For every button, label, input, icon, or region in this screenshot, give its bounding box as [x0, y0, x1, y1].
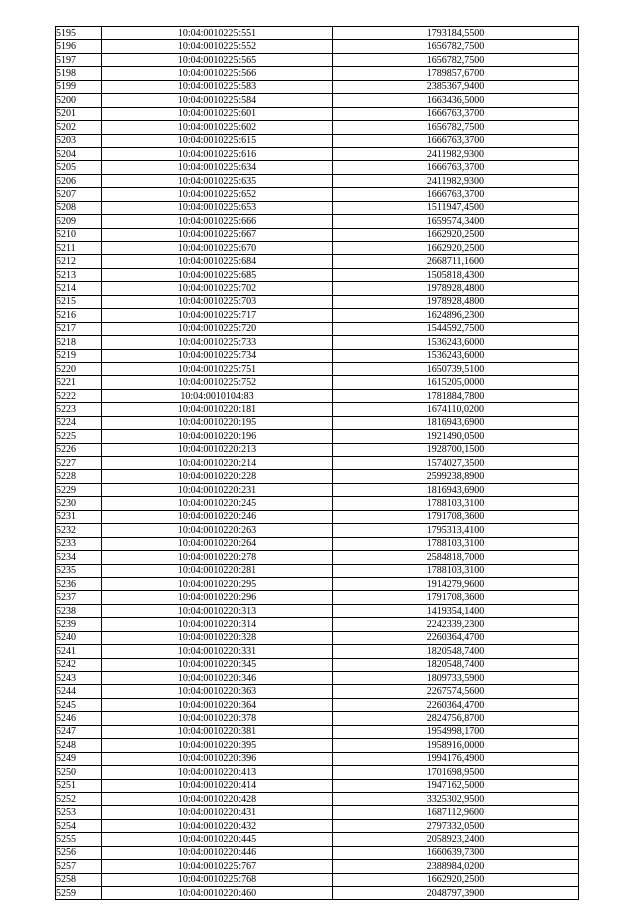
table-row	[56, 121, 579, 134]
cadastral-value-table	[55, 26, 579, 900]
cadastral-value-cell: 2242339,2300	[333, 618, 579, 631]
cadastral-number-cell: 10:04:0010225:768	[102, 873, 333, 886]
cadastral-value-cell: 1791708,3600	[333, 591, 579, 604]
cadastral-number-cell: 10:04:0010220:381	[102, 725, 333, 738]
row-number-cell: 5243	[56, 672, 102, 685]
cadastral-value-cell: 1656782,7500	[333, 40, 579, 53]
cadastral-number-cell: 10:04:0010220:314	[102, 618, 333, 631]
table-row	[56, 215, 579, 228]
cadastral-value-cell: 1795313,4100	[333, 524, 579, 537]
table-row	[56, 457, 579, 470]
row-number-cell: 5247	[56, 725, 102, 738]
cadastral-value-cell: 1650739,5100	[333, 362, 579, 375]
cadastral-number-cell: 10:04:0010220:364	[102, 698, 333, 711]
cadastral-value-cell: 1788103,3100	[333, 497, 579, 510]
table-row	[56, 712, 579, 725]
cadastral-number-cell: 10:04:0010225:652	[102, 188, 333, 201]
cadastral-value-cell: 2388984,0200	[333, 860, 579, 873]
cadastral-value-cell: 1781884,7800	[333, 389, 579, 402]
row-number-cell: 5197	[56, 53, 102, 66]
table-row	[56, 591, 579, 604]
cadastral-number-cell: 10:04:0010225:717	[102, 309, 333, 322]
cadastral-number-cell: 10:04:0010220:363	[102, 685, 333, 698]
cadastral-number-cell: 10:04:0010225:667	[102, 228, 333, 241]
cadastral-number-cell: 10:04:0010220:313	[102, 604, 333, 617]
table-row	[56, 510, 579, 523]
row-number-cell: 5254	[56, 819, 102, 832]
cadastral-value-cell: 2411982,9300	[333, 147, 579, 160]
cadastral-number-cell: 10:04:0010225:602	[102, 121, 333, 134]
cadastral-number-cell: 10:04:0010225:616	[102, 147, 333, 160]
table-row	[56, 389, 579, 402]
row-number-cell: 5253	[56, 806, 102, 819]
table-row	[56, 766, 579, 779]
row-number-cell: 5200	[56, 94, 102, 107]
table-row	[56, 752, 579, 765]
cadastral-number-cell: 10:04:0010220:245	[102, 497, 333, 510]
cadastral-number-cell: 10:04:0010225:552	[102, 40, 333, 53]
row-number-cell: 5213	[56, 268, 102, 281]
table-row	[56, 524, 579, 537]
cadastral-value-cell: 2260364,4700	[333, 631, 579, 644]
row-number-cell: 5240	[56, 631, 102, 644]
cadastral-value-cell: 2267574,5600	[333, 685, 579, 698]
cadastral-value-cell: 3325302,9500	[333, 792, 579, 805]
cadastral-number-cell: 10:04:0010225:565	[102, 53, 333, 66]
cadastral-value-cell: 1978928,4800	[333, 282, 579, 295]
cadastral-value-cell: 1958916,0000	[333, 739, 579, 752]
table-row	[56, 430, 579, 443]
table-row	[56, 40, 579, 53]
row-number-cell: 5195	[56, 27, 102, 40]
row-number-cell: 5256	[56, 846, 102, 859]
cadastral-value-cell: 1674110,0200	[333, 403, 579, 416]
cadastral-number-cell: 10:04:0010220:295	[102, 577, 333, 590]
cadastral-value-cell: 1511947,4500	[333, 201, 579, 214]
table-row	[56, 887, 579, 900]
cadastral-value-cell: 1791708,3600	[333, 510, 579, 523]
table-row	[56, 483, 579, 496]
cadastral-number-cell: 10:04:0010220:431	[102, 806, 333, 819]
cadastral-value-cell: 1793184,5500	[333, 27, 579, 40]
table-row	[56, 672, 579, 685]
row-number-cell: 5216	[56, 309, 102, 322]
cadastral-value-cell: 2411982,9300	[333, 174, 579, 187]
cadastral-value-cell: 1928700,1500	[333, 443, 579, 456]
row-number-cell: 5234	[56, 551, 102, 564]
table-row	[56, 860, 579, 873]
cadastral-number-cell: 10:04:0010104:83	[102, 389, 333, 402]
table-row	[56, 255, 579, 268]
table-row	[56, 268, 579, 281]
cadastral-number-cell: 10:04:0010220:413	[102, 766, 333, 779]
table-row	[56, 725, 579, 738]
cadastral-value-cell: 1994176,4900	[333, 752, 579, 765]
cadastral-number-cell: 10:04:0010220:214	[102, 457, 333, 470]
row-number-cell: 5242	[56, 658, 102, 671]
table-row	[56, 242, 579, 255]
table-row	[56, 443, 579, 456]
row-number-cell: 5198	[56, 67, 102, 80]
row-number-cell: 5237	[56, 591, 102, 604]
table-row	[56, 806, 579, 819]
cadastral-number-cell: 10:04:0010225:703	[102, 295, 333, 308]
row-number-cell: 5245	[56, 698, 102, 711]
cadastral-number-cell: 10:04:0010220:446	[102, 846, 333, 859]
cadastral-value-cell: 1788103,3100	[333, 564, 579, 577]
row-number-cell: 5217	[56, 322, 102, 335]
cadastral-number-cell: 10:04:0010220:196	[102, 430, 333, 443]
row-number-cell: 5223	[56, 403, 102, 416]
cadastral-value-cell: 1662920,2500	[333, 242, 579, 255]
table-row	[56, 564, 579, 577]
cadastral-number-cell: 10:04:0010220:213	[102, 443, 333, 456]
cadastral-number-cell: 10:04:0010225:615	[102, 134, 333, 147]
row-number-cell: 5259	[56, 887, 102, 900]
row-number-cell: 5252	[56, 792, 102, 805]
row-number-cell: 5199	[56, 80, 102, 93]
cadastral-value-cell: 2599238,8900	[333, 470, 579, 483]
row-number-cell: 5232	[56, 524, 102, 537]
table-row	[56, 201, 579, 214]
table-row	[56, 53, 579, 66]
cadastral-value-cell: 1666763,3700	[333, 188, 579, 201]
table-row	[56, 349, 579, 362]
table-row	[56, 846, 579, 859]
cadastral-number-cell: 10:04:0010220:264	[102, 537, 333, 550]
cadastral-number-cell: 10:04:0010220:378	[102, 712, 333, 725]
row-number-cell: 5229	[56, 483, 102, 496]
row-number-cell: 5203	[56, 134, 102, 147]
row-number-cell: 5231	[56, 510, 102, 523]
row-number-cell: 5201	[56, 107, 102, 120]
cadastral-number-cell: 10:04:0010220:414	[102, 779, 333, 792]
table-row	[56, 94, 579, 107]
cadastral-number-cell: 10:04:0010225:767	[102, 860, 333, 873]
row-number-cell: 5202	[56, 121, 102, 134]
table-row	[56, 282, 579, 295]
table-row	[56, 551, 579, 564]
cadastral-number-cell: 10:04:0010225:734	[102, 349, 333, 362]
table-row	[56, 873, 579, 886]
cadastral-number-cell: 10:04:0010220:263	[102, 524, 333, 537]
cadastral-value-cell: 2048797,3900	[333, 887, 579, 900]
cadastral-number-cell: 10:04:0010225:751	[102, 362, 333, 375]
cadastral-number-cell: 10:04:0010225:583	[102, 80, 333, 93]
row-number-cell: 5214	[56, 282, 102, 295]
cadastral-number-cell: 10:04:0010220:346	[102, 672, 333, 685]
row-number-cell: 5258	[56, 873, 102, 886]
cadastral-value-cell: 1662920,2500	[333, 873, 579, 886]
table-row	[56, 80, 579, 93]
row-number-cell: 5248	[56, 739, 102, 752]
table-row	[56, 228, 579, 241]
table-row	[56, 322, 579, 335]
cadastral-value-cell: 1954998,1700	[333, 725, 579, 738]
cadastral-value-cell: 1947162,5000	[333, 779, 579, 792]
table-row	[56, 309, 579, 322]
cadastral-value-cell: 1666763,3700	[333, 161, 579, 174]
cadastral-value-cell: 1574027,3500	[333, 457, 579, 470]
row-number-cell: 5228	[56, 470, 102, 483]
cadastral-value-cell: 1666763,3700	[333, 134, 579, 147]
row-number-cell: 5246	[56, 712, 102, 725]
cadastral-number-cell: 10:04:0010220:281	[102, 564, 333, 577]
cadastral-value-cell: 2260364,4700	[333, 698, 579, 711]
cadastral-number-cell: 10:04:0010225:666	[102, 215, 333, 228]
cadastral-number-cell: 10:04:0010220:445	[102, 833, 333, 846]
cadastral-value-cell: 1921490,0500	[333, 430, 579, 443]
cadastral-value-cell: 1788103,3100	[333, 537, 579, 550]
table-row	[56, 631, 579, 644]
row-number-cell: 5207	[56, 188, 102, 201]
cadastral-value-cell: 1978928,4800	[333, 295, 579, 308]
cadastral-value-cell: 1809733,5900	[333, 672, 579, 685]
row-number-cell: 5212	[56, 255, 102, 268]
table-body	[56, 27, 579, 900]
cadastral-number-cell: 10:04:0010220:396	[102, 752, 333, 765]
cadastral-number-cell: 10:04:0010225:670	[102, 242, 333, 255]
cadastral-number-cell: 10:04:0010220:195	[102, 416, 333, 429]
cadastral-value-cell: 1656782,7500	[333, 121, 579, 134]
row-number-cell: 5219	[56, 349, 102, 362]
cadastral-number-cell: 10:04:0010225:551	[102, 27, 333, 40]
table-row	[56, 604, 579, 617]
cadastral-number-cell: 10:04:0010225:684	[102, 255, 333, 268]
row-number-cell: 5236	[56, 577, 102, 590]
table-row	[56, 497, 579, 510]
cadastral-value-cell: 1536243,6000	[333, 336, 579, 349]
row-number-cell: 5241	[56, 645, 102, 658]
cadastral-number-cell: 10:04:0010220:228	[102, 470, 333, 483]
row-number-cell: 5239	[56, 618, 102, 631]
row-number-cell: 5221	[56, 376, 102, 389]
row-number-cell: 5196	[56, 40, 102, 53]
table-row	[56, 416, 579, 429]
row-number-cell: 5204	[56, 147, 102, 160]
table-row	[56, 336, 579, 349]
table-row	[56, 376, 579, 389]
row-number-cell: 5218	[56, 336, 102, 349]
table-row	[56, 779, 579, 792]
cadastral-number-cell: 10:04:0010225:720	[102, 322, 333, 335]
table-row	[56, 739, 579, 752]
table-row	[56, 470, 579, 483]
cadastral-number-cell: 10:04:0010220:331	[102, 645, 333, 658]
table-row	[56, 403, 579, 416]
cadastral-number-cell: 10:04:0010225:635	[102, 174, 333, 187]
cadastral-number-cell: 10:04:0010225:733	[102, 336, 333, 349]
row-number-cell: 5255	[56, 833, 102, 846]
cadastral-value-cell: 2584818,7000	[333, 551, 579, 564]
table-row	[56, 645, 579, 658]
cadastral-value-cell: 1816943,6900	[333, 416, 579, 429]
cadastral-number-cell: 10:04:0010220:278	[102, 551, 333, 564]
row-number-cell: 5244	[56, 685, 102, 698]
cadastral-number-cell: 10:04:0010225:685	[102, 268, 333, 281]
row-number-cell: 5208	[56, 201, 102, 214]
cadastral-value-cell: 1816943,6900	[333, 483, 579, 496]
row-number-cell: 5222	[56, 389, 102, 402]
cadastral-number-cell: 10:04:0010220:181	[102, 403, 333, 416]
cadastral-number-cell: 10:04:0010225:752	[102, 376, 333, 389]
cadastral-value-cell: 1662920,2500	[333, 228, 579, 241]
row-number-cell: 5215	[56, 295, 102, 308]
cadastral-number-cell: 10:04:0010220:432	[102, 819, 333, 832]
cadastral-number-cell: 10:04:0010225:601	[102, 107, 333, 120]
table-row	[56, 161, 579, 174]
row-number-cell: 5211	[56, 242, 102, 255]
cadastral-number-cell: 10:04:0010225:653	[102, 201, 333, 214]
cadastral-number-cell: 10:04:0010225:634	[102, 161, 333, 174]
cadastral-number-cell: 10:04:0010220:231	[102, 483, 333, 496]
cadastral-number-cell: 10:04:0010220:328	[102, 631, 333, 644]
table-row	[56, 618, 579, 631]
table-row	[56, 819, 579, 832]
cadastral-value-cell: 1687112,9600	[333, 806, 579, 819]
row-number-cell: 5233	[56, 537, 102, 550]
cadastral-number-cell: 10:04:0010220:246	[102, 510, 333, 523]
row-number-cell: 5257	[56, 860, 102, 873]
row-number-cell: 5210	[56, 228, 102, 241]
row-number-cell: 5250	[56, 766, 102, 779]
row-number-cell: 5238	[56, 604, 102, 617]
cadastral-value-cell: 1505818,4300	[333, 268, 579, 281]
cadastral-value-cell: 1536243,6000	[333, 349, 579, 362]
cadastral-number-cell: 10:04:0010220:345	[102, 658, 333, 671]
row-number-cell: 5230	[56, 497, 102, 510]
table-row	[56, 174, 579, 187]
table-row	[56, 147, 579, 160]
row-number-cell: 5225	[56, 430, 102, 443]
cadastral-value-cell: 2385367,9400	[333, 80, 579, 93]
table-row	[56, 698, 579, 711]
row-number-cell: 5209	[56, 215, 102, 228]
cadastral-number-cell: 10:04:0010225:566	[102, 67, 333, 80]
cadastral-value-cell: 2824756,8700	[333, 712, 579, 725]
row-number-cell: 5206	[56, 174, 102, 187]
cadastral-number-cell: 10:04:0010225:584	[102, 94, 333, 107]
cadastral-value-cell: 1656782,7500	[333, 53, 579, 66]
cadastral-value-cell: 1419354,1400	[333, 604, 579, 617]
cadastral-value-cell: 1659574,3400	[333, 215, 579, 228]
table-row	[56, 685, 579, 698]
table-row	[56, 537, 579, 550]
table-row	[56, 134, 579, 147]
row-number-cell: 5220	[56, 362, 102, 375]
row-number-cell: 5251	[56, 779, 102, 792]
row-number-cell: 5249	[56, 752, 102, 765]
table-row	[56, 792, 579, 805]
table-row	[56, 67, 579, 80]
cadastral-value-cell: 1789857,6700	[333, 67, 579, 80]
cadastral-number-cell: 10:04:0010225:702	[102, 282, 333, 295]
row-number-cell: 5227	[56, 457, 102, 470]
cadastral-value-cell: 1701698,9500	[333, 766, 579, 779]
row-number-cell: 5205	[56, 161, 102, 174]
cadastral-value-cell: 2058923,2400	[333, 833, 579, 846]
cadastral-value-cell: 2797332,0500	[333, 819, 579, 832]
cadastral-value-cell: 1914279,9600	[333, 577, 579, 590]
cadastral-value-cell: 1666763,3700	[333, 107, 579, 120]
table-row	[56, 833, 579, 846]
cadastral-value-cell: 1544592,7500	[333, 322, 579, 335]
cadastral-number-cell: 10:04:0010220:296	[102, 591, 333, 604]
cadastral-number-cell: 10:04:0010220:428	[102, 792, 333, 805]
table-row	[56, 295, 579, 308]
cadastral-value-cell: 1660639,7300	[333, 846, 579, 859]
cadastral-value-cell: 1820548,7400	[333, 645, 579, 658]
cadastral-number-cell: 10:04:0010220:460	[102, 887, 333, 900]
table-row	[56, 658, 579, 671]
cadastral-value-cell: 2668711,1600	[333, 255, 579, 268]
table-row	[56, 577, 579, 590]
cadastral-value-cell: 1820548,7400	[333, 658, 579, 671]
cadastral-number-cell: 10:04:0010220:395	[102, 739, 333, 752]
cadastral-value-cell: 1624896,2300	[333, 309, 579, 322]
row-number-cell: 5235	[56, 564, 102, 577]
cadastral-value-cell: 1663436,5000	[333, 94, 579, 107]
table-row	[56, 188, 579, 201]
table-row	[56, 27, 579, 40]
table-row	[56, 362, 579, 375]
row-number-cell: 5224	[56, 416, 102, 429]
cadastral-value-cell: 1615205,0000	[333, 376, 579, 389]
table-row	[56, 107, 579, 120]
row-number-cell: 5226	[56, 443, 102, 456]
